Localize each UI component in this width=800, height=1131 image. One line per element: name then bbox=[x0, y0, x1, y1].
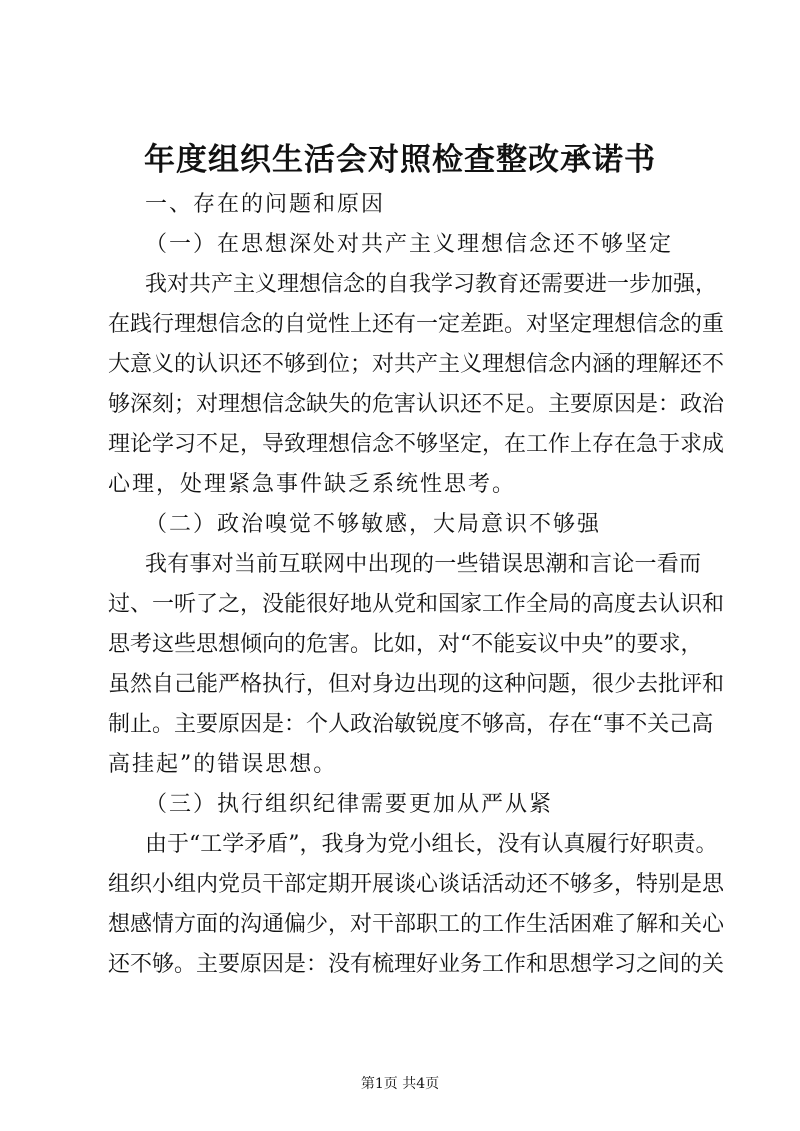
paragraph-line: 心理，处理紧急事件缺乏系统性思考。 bbox=[108, 472, 517, 497]
paragraph-line: 思考这些思想倾向的危害。比如，对“不能妄议中央”的要求， bbox=[108, 632, 703, 657]
paragraph-line: 高挂起”的错误思想。 bbox=[108, 752, 338, 777]
document-title: 年度组织生活会对照检查整改承诺书 bbox=[144, 142, 656, 178]
section-heading: （一）在思想深处对共产主义理想信念还不够坚定 bbox=[145, 232, 674, 257]
paragraph-line: 我有事对当前互联网中出现的一些错误思潮和言论一看而 bbox=[145, 552, 701, 577]
paragraph-line: 还不够。主要原因是：没有梳理好业务工作和思想学习之间的关 bbox=[108, 952, 725, 977]
section-heading: （二）政治嗅觉不够敏感，大局意识不够强 bbox=[145, 512, 602, 537]
section-heading: 一、存在的问题和原因 bbox=[145, 192, 386, 217]
paragraph-line: 制止。主要原因是：个人政治敏锐度不够高，存在“事不关己高 bbox=[108, 712, 714, 737]
paragraph-line: 我对共产主义理想信念的自我学习教育还需要进一步加强， bbox=[145, 272, 718, 297]
section-heading: （三）执行组织纪律需要更加从严从紧 bbox=[145, 792, 554, 817]
paragraph-line: 想感情方面的沟通偏少，对干部职工的工作生活困难了解和关心 bbox=[108, 912, 725, 937]
paragraph-line: 由于“工学矛盾”，我身为党小组长，没有认真履行好职责。 bbox=[145, 832, 718, 857]
paragraph-line: 够深刻；对理想信念缺失的危害认识还不足。主要原因是：政治 bbox=[108, 392, 725, 417]
paragraph-line: 组织小组内党员干部定期开展谈心谈话活动还不够多，特别是思 bbox=[108, 872, 725, 897]
paragraph-line: 理论学习不足，导致理想信念不够坚定，在工作上存在急于求成 bbox=[108, 432, 725, 457]
paragraph-line: 过、一听了之，没能很好地从党和国家工作全局的高度去认识和 bbox=[108, 592, 725, 617]
document-body bbox=[108, 185, 725, 985]
paragraph-line: 大意义的认识还不够到位；对共产主义理想信念内涵的理解还不 bbox=[108, 352, 725, 377]
paragraph-line: 在践行理想信念的自觉性上还有一定差距。对坚定理想信念的重 bbox=[108, 312, 725, 337]
page-footer: 第1页 共4页 bbox=[360, 1076, 440, 1092]
paragraph-line: 虽然自己能严格执行，但对身边出现的这种问题，很少去批评和 bbox=[108, 672, 725, 697]
